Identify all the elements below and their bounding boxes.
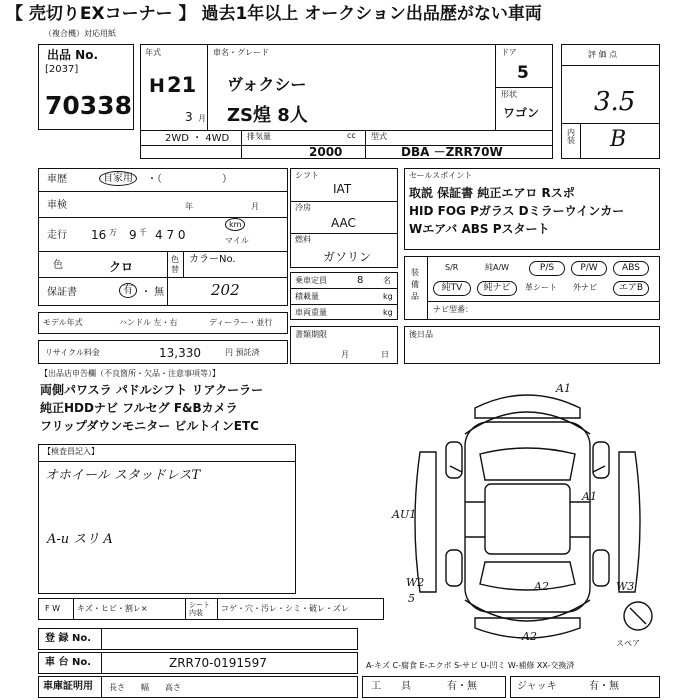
equip-navi: 純ナビ (477, 281, 517, 296)
equip-airbag: エアB (613, 281, 649, 296)
declaration-line-1: 両側パワスラ パドルシフト リアクーラー (40, 383, 264, 397)
history-value (99, 174, 137, 184)
model-year-label: モデル年式 (43, 318, 83, 327)
car-info-box (140, 44, 553, 159)
shape-label: 形状 (501, 90, 517, 99)
interior-label: 内装 (567, 128, 575, 145)
handle-label: ハンドル 左・右 (119, 318, 178, 327)
mark-a1-top: A1 (556, 382, 571, 395)
mark-w3: W3 (616, 580, 635, 593)
drive-options: 2WD ・ 4WD (165, 133, 230, 144)
mileage-unit-km: km (225, 221, 245, 229)
inspector-label: 【検査員記入】 (43, 447, 99, 456)
month-value: 3 (185, 110, 193, 124)
mileage-man-unit: 万 (109, 228, 117, 237)
mark-w2: W2 (406, 576, 425, 589)
lot-box (38, 44, 134, 130)
shift-label: シフト (295, 171, 319, 180)
mark-au1: AU1 (392, 508, 417, 521)
ac-value: AAC (331, 216, 356, 230)
dealer-label: ディーラー・並行 (209, 318, 273, 327)
post-entry-label: 後日品 (409, 330, 433, 339)
fw-label: F W (45, 604, 61, 613)
interior-value: B (610, 127, 627, 152)
mileage-label: 走行 (47, 230, 67, 241)
equip-abs: ABS (613, 261, 649, 276)
equip-tv: 純TV (433, 281, 471, 296)
year-value: 21 (167, 73, 197, 97)
tools-value: 有・無 (447, 681, 477, 692)
docs-month-unit: 月 (341, 350, 349, 359)
declaration-line-2: 純正HDDナビ フルセグ F&Bカメラ (40, 401, 238, 415)
seat-label: シート内装 (189, 601, 210, 617)
model-value: DBA －ZRR70W (401, 145, 503, 159)
car-name: ヴォクシー (227, 75, 307, 94)
jack-row (510, 676, 660, 698)
docs-box (290, 326, 398, 364)
color-label: 色 (53, 260, 63, 271)
month-unit: 月 (198, 114, 206, 123)
cert-row (38, 676, 358, 698)
ac-label: 冷房 (295, 203, 311, 212)
car-damage-diagram (380, 372, 670, 652)
declaration-line-3: フリップダウンモニター ビルトインETC (40, 419, 259, 433)
evaluation-label: 評 価 点 (588, 50, 618, 59)
equip-sr: S/R (445, 263, 459, 272)
displacement-label: 排気量 (247, 132, 271, 141)
weight-unit: kg (383, 308, 393, 317)
jack-value: 有・無 (589, 681, 619, 692)
equip-aw: 純A/W (485, 263, 510, 272)
mark-a2-bottom: A2 (522, 630, 537, 643)
sales-line-2: HID FOG Pガラス Dミラーウインカー (409, 204, 625, 218)
warranty-no: ・ 無 (141, 287, 165, 298)
name-label: 車名・グレード (213, 48, 269, 57)
color-value: クロ (109, 260, 134, 274)
inspector-note-1: オホイール スタッドレスT (45, 468, 201, 483)
jack-label: ジャッキ (517, 681, 557, 692)
history-selected: 自家用 (99, 171, 137, 186)
car-grade: ZS煌 8人 (227, 105, 308, 126)
nav-model-label: ナビ型番： (433, 305, 473, 314)
inspector-box (38, 444, 296, 594)
declaration-label: 【出品店申告欄（不良箇所・欠品・注意事項等）】 (40, 369, 220, 378)
chassis-label: 車 台 No. (45, 657, 92, 668)
mark-a2-rear: A2 (534, 580, 549, 593)
mark-a1-side: A1 (582, 490, 597, 503)
color-change-label: 色替 (171, 255, 179, 274)
sales-line-3: Wエアバ ABS Pスタート (409, 222, 550, 236)
lot-code: [2037] (45, 64, 79, 75)
warranty-yes: 有 (119, 286, 137, 296)
fw-seat-row (38, 598, 384, 620)
inspection-label: 車検 (47, 200, 67, 211)
equipment-label: 装備品 (411, 268, 419, 301)
model-year-row (38, 312, 288, 334)
chassis-row (38, 652, 358, 674)
mileage-man: 16 (91, 228, 107, 242)
tools-label: 工 具 (371, 681, 411, 692)
fuel-value: ガソリン (323, 250, 372, 264)
evaluation-box (561, 44, 660, 159)
weight-label: 車両重量 (295, 308, 327, 317)
inspection-year-unit: 年 (185, 202, 193, 211)
sales-points-box (404, 168, 660, 250)
recycle-label: リサイクル料金 (45, 348, 100, 357)
doors-label: ドア (501, 48, 517, 57)
equip-ps: P/S (529, 261, 565, 276)
warranty-label: 保証書 (47, 287, 77, 298)
year-era: H (149, 75, 165, 97)
mileage-sen-unit: 千 (139, 228, 147, 237)
capacity-box (290, 272, 398, 320)
cert-fields: 長さ 幅 高さ (109, 683, 181, 692)
sales-points-label: セールスポイント (409, 171, 473, 180)
doors-value: 5 (517, 63, 529, 83)
fw-text: キズ・ヒビ・割レ× (77, 604, 148, 613)
reg-no-label: 登 録 No. (45, 633, 92, 644)
cert-label: 車庫証明用 (43, 681, 93, 692)
tools-row (362, 676, 506, 698)
registration-box (38, 168, 288, 306)
damage-legend: A-キズ C-腐食 E-エクボ S-サビ U-凹ミ W-補修 XX-交換済 (366, 661, 575, 670)
recycle-value: 13,330 (159, 346, 201, 360)
header-subtitle: （複合機）対応用紙 (44, 29, 116, 38)
displacement-unit: cc (347, 131, 356, 140)
docs-day-unit: 日 (381, 350, 389, 359)
equip-ext-navi: 外ナビ (573, 283, 597, 292)
year-label: 年式 (145, 48, 161, 57)
header-title: 【 売切りEXコーナー 】 過去1年以上 オークション出品歴がない車両 (6, 4, 542, 24)
inspection-month-unit: 月 (251, 202, 259, 211)
lot-number: 70338 (45, 91, 132, 120)
capacity-unit: 名 (383, 276, 391, 285)
equip-pw: P/W (571, 261, 607, 276)
fuel-label: 燃料 (295, 235, 311, 244)
mileage-unit-mile: マイル (225, 236, 249, 245)
history-rest: ・（ ） (147, 174, 232, 185)
inspector-note-2: A-u スリ A (47, 532, 113, 547)
load-label: 積載量 (295, 292, 319, 301)
capacity-value: 8 (357, 275, 364, 286)
mark-5: 5 (408, 592, 415, 605)
recycle-row (38, 340, 288, 364)
recycle-unit: 円 預託済 (225, 348, 260, 357)
model-label: 型式 (371, 132, 387, 141)
shift-value: IAT (333, 182, 352, 196)
lot-label: 出品 No. (47, 48, 99, 62)
docs-label: 書類期限 (295, 330, 327, 339)
specs-box (290, 168, 398, 268)
color-no-label: カラーNo. (189, 254, 236, 265)
mileage-rest: 4 7 0 (155, 228, 186, 242)
mileage-sen: 9 (129, 228, 137, 242)
displacement-value: 2000 (309, 145, 343, 159)
chassis-value: ZRR70-0191597 (169, 656, 267, 670)
load-unit: kg (383, 292, 393, 301)
reg-no-row (38, 628, 358, 650)
spare-label: スペア (616, 639, 640, 648)
sales-line-1: 取説 保証書 純正エアロ Rスポ (409, 186, 575, 200)
shape-value: ワゴン (503, 106, 540, 120)
evaluation-score: 3.5 (594, 87, 636, 117)
equip-leather: 革シート (525, 283, 557, 292)
equipment-box (404, 256, 660, 320)
color-no-value: 202 (211, 281, 240, 299)
seat-text: コゲ・穴・汚レ・シミ・破レ・ズレ (221, 604, 349, 613)
capacity-label: 乗車定員 (295, 276, 327, 285)
history-label: 車歴 (47, 174, 67, 185)
post-entry-box (404, 326, 660, 364)
